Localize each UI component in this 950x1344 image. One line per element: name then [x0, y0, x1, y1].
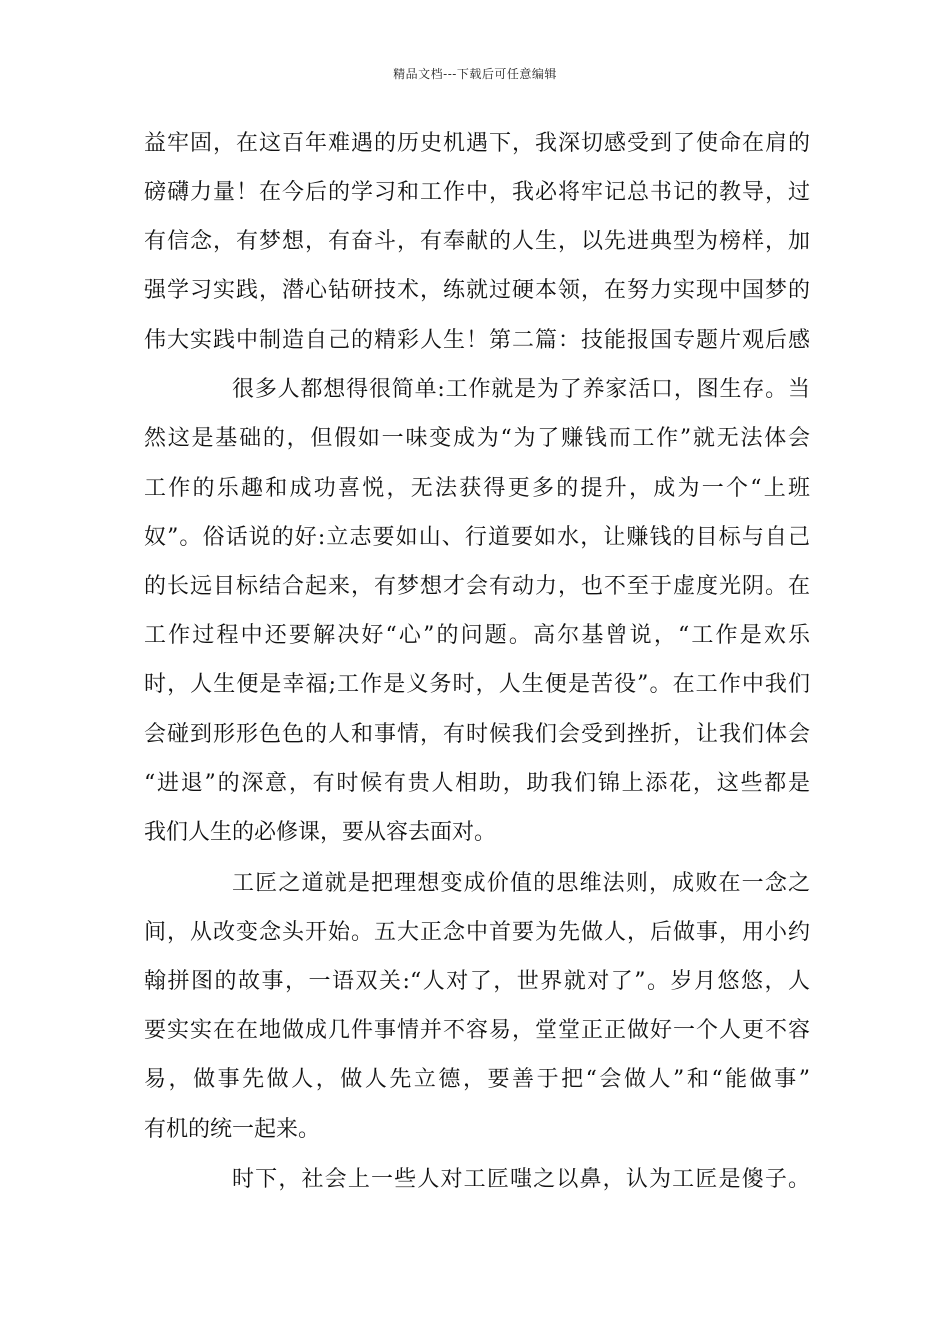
text-line: 翰拼图的故事，一语双关:“人对了，世界就对了”。岁月悠悠，人	[144, 969, 810, 994]
paragraph-first-line: 很多人都想得很简单:工作就是为了养家活口，图生存。当	[232, 377, 810, 402]
text-line: 我们人生的必修课，要从容去面对。	[144, 820, 497, 845]
text-line: 有机的统一起来。	[144, 1117, 321, 1142]
text-line: “进退”的深意，有时候有贵人相助，助我们锦上添花，这些都是	[144, 771, 810, 796]
text-line: 间，从改变念头开始。五大正念中首要为先做人，后做事，用小约	[144, 920, 810, 945]
text-line: 时，人生便是幸福;工作是义务时，人生便是苦役”。在工作中我们	[144, 672, 810, 697]
text-line: 会碰到形形色色的人和事情，有时候我们会受到挫折，让我们体会	[144, 722, 810, 747]
text-line: 有信念，有梦想，有奋斗，有奉献的人生，以先进典型为榜样，加	[144, 229, 810, 254]
text-line: 要实实在在地做成几件事情并不容易，堂堂正正做好一个人更不容	[144, 1018, 810, 1043]
paragraph-first-line: 时下，社会上一些人对工匠嗤之以鼻，认为工匠是傻子。	[232, 1167, 810, 1192]
paragraph-first-line: 工匠之道就是把理想变成价值的思维法则，成败在一念之	[232, 871, 810, 896]
text-line: 益牢固，在这百年难遇的历史机遇下，我深切感受到了使命在肩的	[144, 131, 810, 156]
text-line: 伟大实践中制造自己的精彩人生！第二篇：技能报国专题片观后感	[144, 328, 810, 353]
text-line: 然这是基础的，但假如一味变成为“为了赚钱而工作”就无法体会	[144, 426, 810, 451]
text-line: 工作过程中还要解决好“心”的问题。高尔基曾说，“工作是欢乐	[144, 623, 810, 648]
text-line: 易，做事先做人，做人先立德，要善于把“会做人”和“能做事”	[144, 1067, 810, 1092]
text-line: 磅礴力量！在今后的学习和工作中，我必将牢记总书记的教导，过	[144, 180, 810, 205]
text-line: 工作的乐趣和成功喜悦，无法获得更多的提升，成为一个“上班	[144, 476, 810, 501]
page-header: 精品文档---下载后可任意编辑	[393, 67, 557, 81]
text-line: 的长远目标结合起来，有梦想才会有动力，也不至于虚度光阴。在	[144, 574, 810, 599]
text-line: 奴”。俗话说的好:立志要如山、行道要如水，让赚钱的目标与自己	[144, 525, 810, 550]
text-line: 强学习实践，潜心钻研技术，练就过硬本领，在努力实现中国梦的	[144, 278, 810, 303]
